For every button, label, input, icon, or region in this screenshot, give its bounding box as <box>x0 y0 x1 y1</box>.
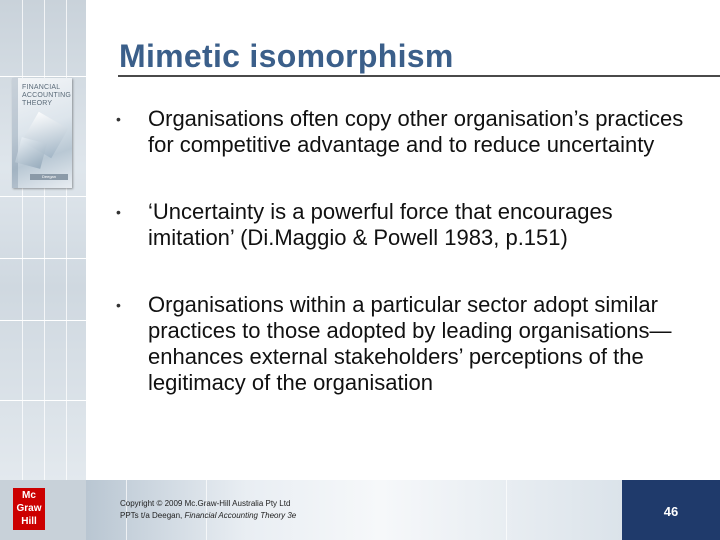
bullet-text: ‘Uncertainty is a powerful force that encourages imitation’ (Di.Maggio & Powell 1983, p.151) <box>148 199 613 250</box>
slide-title: Mimetic isomorphism <box>119 38 454 74</box>
bullet-item <box>112 106 702 158</box>
bullet-text: Organisations within a particular sector adopt similar practices to those adopted by leading organisations—enhances external stakeholders’ perceptions of the legitimacy of the organisation <box>148 292 672 395</box>
bullet-marker: • <box>116 297 121 313</box>
book-cover-author: Deegan <box>30 174 68 180</box>
logo-line: Graw <box>16 503 42 514</box>
book-spine <box>12 78 18 188</box>
bullet-marker: • <box>116 111 121 127</box>
logo-line: Mc <box>22 490 36 501</box>
page-number: 46 <box>663 504 679 519</box>
book-cover-title: FINANCIAL ACCOUNTING THEORY <box>22 84 72 107</box>
ice-crystal-graphic <box>15 137 47 169</box>
bullet-list <box>112 106 702 396</box>
bullet-text: Organisations often copy other organisation’s practices for competitive advantage and to reduce uncertainty <box>148 106 684 157</box>
book-cover-image <box>12 78 72 188</box>
attribution-book-title: Financial Accounting Theory 3e <box>184 511 297 520</box>
attribution-text <box>120 510 296 521</box>
attribution-prefix: PPTs t/a Deegan, <box>120 511 185 520</box>
bullet-item <box>112 292 702 396</box>
logo-panel <box>0 480 86 540</box>
bullet-marker: • <box>116 204 121 220</box>
bullet-item <box>112 199 702 251</box>
slide-footer <box>0 480 720 540</box>
decorative-side-strip <box>0 0 86 480</box>
title-underline <box>118 75 720 77</box>
page-number-box <box>622 480 720 540</box>
mcgraw-hill-logo <box>13 488 45 530</box>
logo-line: Hill <box>21 516 37 527</box>
copyright-text: Copyright © 2009 Mc.Graw-Hill Australia Pty Ltd <box>120 499 291 508</box>
